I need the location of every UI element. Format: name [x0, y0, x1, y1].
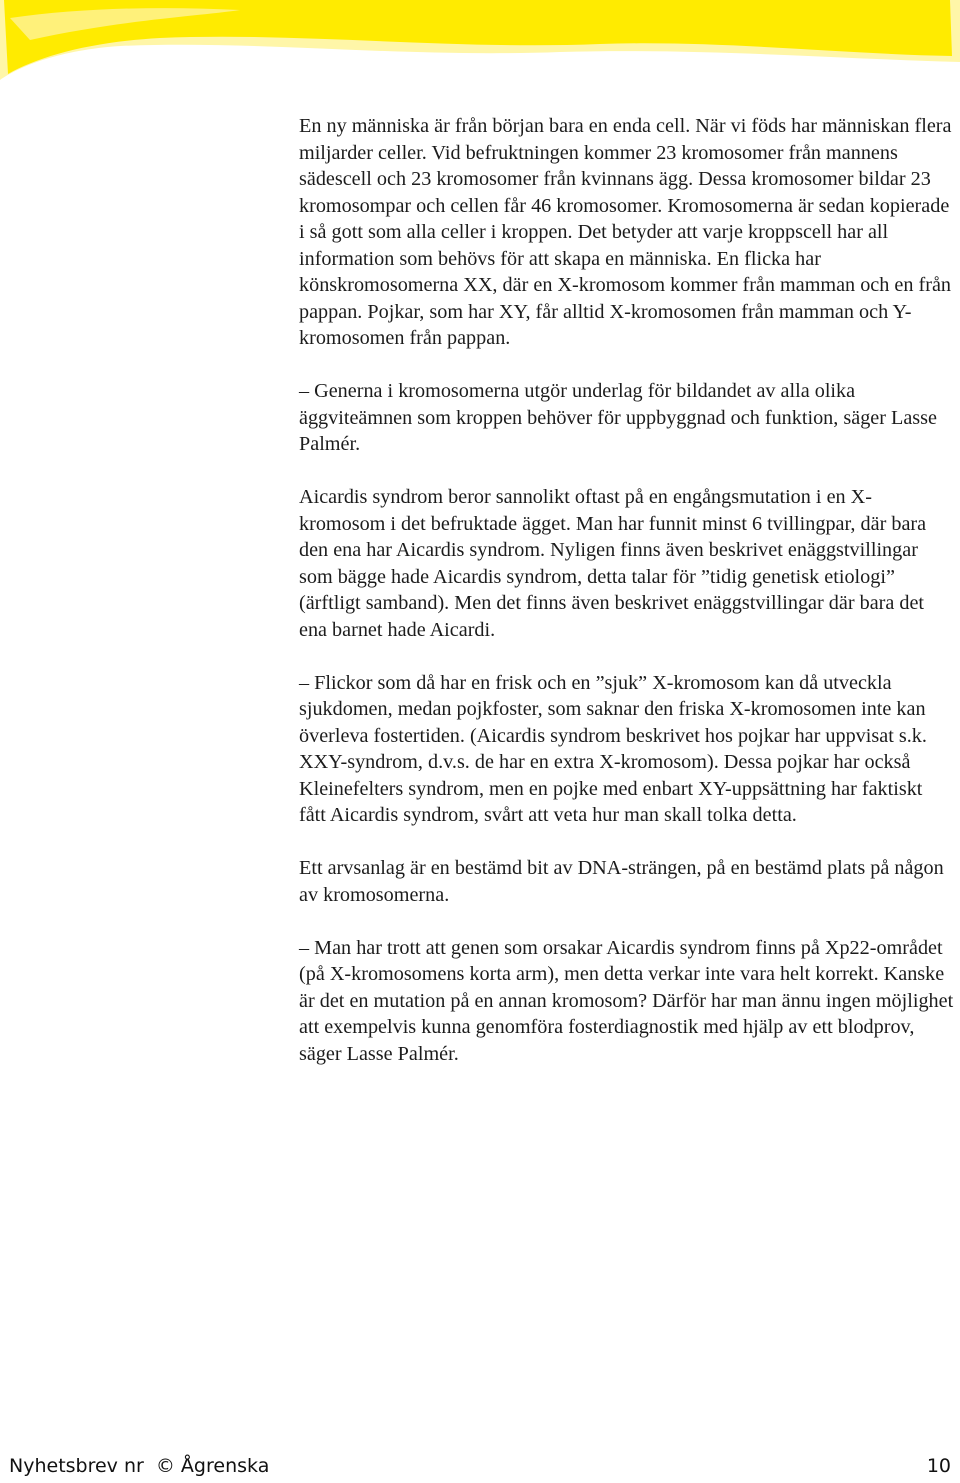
- footer-publication: Nyhetsbrev nr © Ågrenska: [9, 1455, 270, 1477]
- paragraph-quote-xp22: – Man har trott att genen som orsakar Aicardis syndrom finns på Xp22-området (på X-kromosomens korta arm), men detta verkar inte vara helt korrekt. Kanske är det en mutation på en annan kromosom? Därför har man ännu ingen möjlighet att exempelvis kunna genomföra fosterdiagnostik med hjälp av ett blodprov, säger Lasse Palmér.: [299, 936, 954, 1065]
- paragraph-chromosome-basics: En ny människa är från början bara en enda cell. När vi föds har människan flera miljarder celler. Vid befruktningen kommer 23 kromosomer från mannens sädescell och 23 kromosomer från kvinnans ägg. Dessa kromosomer bildar 23 kromosompar och cellen får 46 kromosomer. Kromosomerna är sedan kopierade i så gott som alla celler i kroppen. Det betyder att varje kroppscell har all information som behövs för att skapa en människa. En flicka har könskromosomerna XX, där en X-kromosom kommer från mamman och en från pappan. Pojkar, som har XY, får alltid X-kromosomen från mamman och Y-kromosomen från pappan.: [299, 115, 952, 349]
- paragraph-quote-girls-boys: – Flickor som då har en frisk och en ”sjuk” X-kromosom kan då utveckla sjukdomen, medan pojkfoster, som saknar den friska X-kromosomen inte kan överleva fostertiden. (Aicardis syndrom beskrivet hos pojkar har uppvisat s.k. XXY-syndrom, d.v.s. de har en extra X-kromosom). Dessa pojkar har också Kleinefelters syndrom, men en pojke med enbart XY-uppsättning har faktiskt fått Aicardis syndrom, svårt att veta hur man skall tolka detta.: [299, 671, 927, 826]
- page-footer: [0, 1452, 960, 1482]
- page-number: 10: [926, 1455, 951, 1477]
- article-body: [299, 113, 954, 1094]
- paragraph-quote-genes: – Generna i kromosomerna utgör underlag för bildandet av alla olika äggviteämnen som kroppen behöver för uppbyggnad och funktion, säger Lasse Palmér.: [299, 380, 937, 455]
- header-banner: [0, 0, 960, 90]
- paragraph-gene-definition: Ett arvsanlag är en bestämd bit av DNA-strängen, på en bestämd plats på någon av kromosomerna.: [299, 857, 944, 906]
- paragraph-aicardi-mutation: Aicardis syndrom beror sannolikt oftast på en engångsmutation i en X-kromosom i det befruktade ägget. Man har funnit minst 6 tvillingpar, där bara den ena har Aicardis syndrom. Nyligen finns även beskrivet enäggstvillingar som bägge hade Aicardis syndrom, detta talar för ”tidig genetisk etiologi” (ärftligt samband). Men det finns även beskrivet enäggstvillingar där bara det ena barnet hade Aicardi.: [299, 486, 927, 641]
